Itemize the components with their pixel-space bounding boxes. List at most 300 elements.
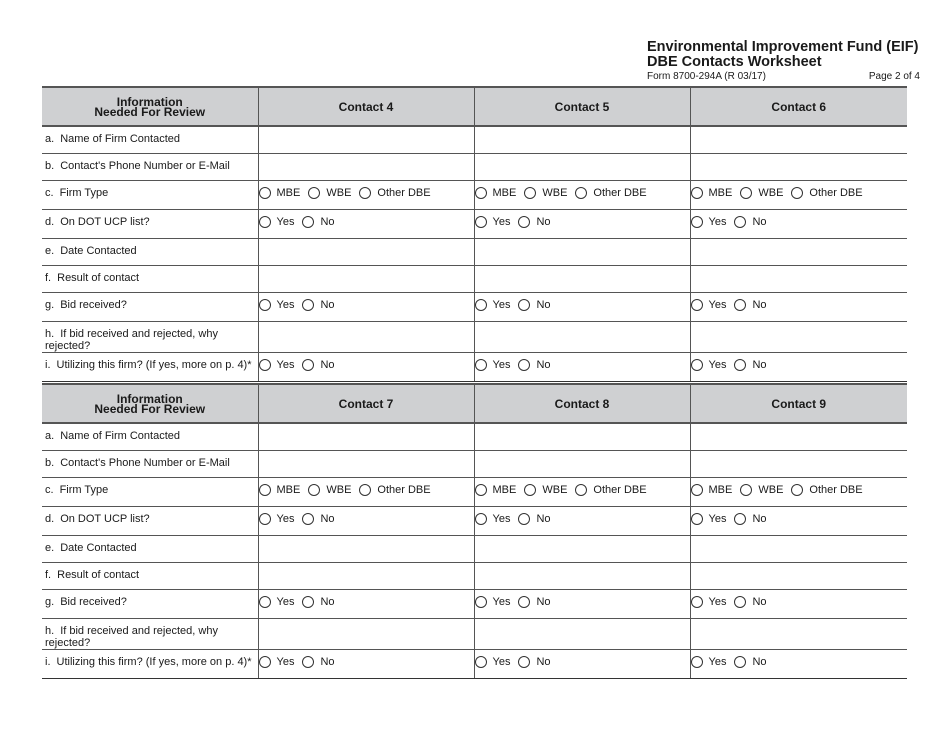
radio-option[interactable]: [518, 513, 550, 525]
radio-option[interactable]: [734, 513, 766, 525]
radio-label: Other DBE: [593, 187, 647, 199]
no-radio[interactable]: [734, 299, 746, 311]
row-label-text: Utilizing this firm? (If yes, more on p. 4)*: [56, 655, 252, 668]
row-label: [42, 450, 258, 477]
radio-label: WBE: [326, 187, 352, 199]
row-label-text: Contact's Phone Number or E-Mail: [60, 159, 230, 172]
radio-label: Yes: [276, 299, 295, 311]
radio-option[interactable]: [259, 596, 295, 608]
info-needed-header: [42, 87, 258, 126]
radio-option[interactable]: [302, 513, 334, 525]
entry-field[interactable]: [690, 450, 907, 477]
row-label: [42, 535, 258, 562]
radio-label: MBE: [276, 187, 301, 199]
table-row: [42, 292, 907, 321]
radio-option[interactable]: [475, 596, 511, 608]
other-dbe-radio[interactable]: [791, 187, 803, 199]
row-label-text: On DOT UCP list?: [60, 215, 150, 228]
radio-label: Yes: [492, 299, 511, 311]
table-row: [42, 265, 907, 292]
radio-label: Yes: [708, 596, 727, 608]
contact-column-header: Contact 4: [258, 87, 474, 126]
radio-option[interactable]: [259, 187, 301, 199]
table-row: [42, 618, 907, 649]
radio-label: No: [320, 216, 335, 228]
entry-field[interactable]: [690, 618, 907, 649]
form-subtitle: DBE Contacts Worksheet: [647, 54, 822, 70]
wbe-radio[interactable]: [308, 484, 320, 496]
radio-option[interactable]: [475, 656, 511, 668]
row-label-text: Date Contacted: [60, 541, 137, 554]
radio-option[interactable]: [740, 484, 783, 496]
row-letter: h.: [45, 327, 55, 340]
radio-label: Yes: [708, 216, 727, 228]
radio-label: No: [320, 656, 335, 668]
table-row: [42, 423, 907, 450]
radio-label: WBE: [542, 484, 568, 496]
yes-no-options: [258, 209, 474, 238]
radio-label: No: [320, 299, 335, 311]
yes-no-options: [690, 292, 907, 321]
radio-label: Yes: [492, 216, 511, 228]
row-label-text: Result of contact: [57, 271, 140, 284]
info-header-line-1: Information: [116, 391, 183, 406]
yes-radio[interactable]: [691, 216, 703, 228]
row-label: [42, 562, 258, 589]
firm-type-options: [258, 477, 474, 506]
row-letter: f.: [45, 568, 52, 581]
yes-radio[interactable]: [475, 299, 487, 311]
radio-label: No: [752, 299, 767, 311]
mbe-radio[interactable]: [475, 484, 487, 496]
table-row: [42, 535, 907, 562]
entry-field[interactable]: [258, 265, 474, 292]
yes-radio[interactable]: [259, 216, 271, 228]
entry-field[interactable]: [690, 562, 907, 589]
radio-label: MBE: [276, 484, 301, 496]
radio-option[interactable]: [302, 216, 334, 228]
radio-option[interactable]: [302, 656, 334, 668]
no-radio[interactable]: [518, 216, 530, 228]
yes-radio[interactable]: [691, 299, 703, 311]
yes-radio[interactable]: [475, 216, 487, 228]
row-letter: b.: [45, 456, 55, 469]
yes-no-options: [474, 589, 690, 618]
no-radio[interactable]: [302, 656, 314, 668]
yes-no-options: [474, 292, 690, 321]
row-label-text: If bid received and rejected, why rejected?: [45, 624, 218, 649]
yes-radio[interactable]: [691, 596, 703, 608]
yes-no-options: [258, 589, 474, 618]
entry-field[interactable]: [474, 618, 690, 649]
row-letter: i.: [45, 655, 51, 668]
contact-column-header: Contact 9: [690, 384, 907, 423]
radio-label: No: [536, 299, 551, 311]
entry-field[interactable]: [690, 423, 907, 450]
contact-column-header: Contact 7: [258, 384, 474, 423]
entry-field[interactable]: [690, 321, 907, 352]
radio-label: WBE: [542, 187, 568, 199]
wbe-radio[interactable]: [524, 187, 536, 199]
radio-label: MBE: [708, 484, 733, 496]
row-label: [42, 423, 258, 450]
entry-field[interactable]: [258, 450, 474, 477]
radio-option[interactable]: [734, 216, 766, 228]
yes-no-options: [690, 649, 907, 678]
radio-option[interactable]: [691, 596, 727, 608]
row-label: [42, 321, 258, 352]
radio-label: No: [536, 359, 551, 371]
radio-option[interactable]: [575, 484, 646, 496]
other-dbe-radio[interactable]: [575, 484, 587, 496]
radio-label: Other DBE: [377, 187, 431, 199]
row-letter: a.: [45, 430, 55, 442]
entry-field[interactable]: [474, 423, 690, 450]
radio-option[interactable]: [734, 359, 766, 371]
firm-type-options: [474, 180, 690, 209]
yes-no-options: [258, 649, 474, 678]
table-row: [42, 153, 907, 180]
table-row: [42, 180, 907, 209]
table-row: [42, 506, 907, 535]
row-letter: g.: [45, 595, 55, 608]
wbe-radio[interactable]: [740, 484, 752, 496]
entry-field[interactable]: [258, 153, 474, 180]
form-number: Form 8700-294A (R 03/17): [647, 71, 766, 82]
firm-type-options: [474, 477, 690, 506]
contacts-table-1: [42, 86, 907, 382]
no-radio[interactable]: [302, 359, 314, 371]
entry-field[interactable]: [690, 153, 907, 180]
radio-label: Yes: [276, 656, 295, 668]
entry-field[interactable]: [474, 321, 690, 352]
yes-radio[interactable]: [475, 596, 487, 608]
row-label-text: Contact's Phone Number or E-Mail: [60, 456, 230, 469]
row-label: [42, 506, 258, 535]
radio-label: Yes: [492, 656, 511, 668]
radio-option[interactable]: [475, 216, 511, 228]
contact-column-header: Contact 5: [474, 87, 690, 126]
radio-option[interactable]: [691, 484, 733, 496]
yes-no-options: [690, 209, 907, 238]
form-meta: [647, 70, 922, 83]
radio-option[interactable]: [691, 359, 727, 371]
radio-option[interactable]: [691, 299, 727, 311]
yes-no-options: [258, 292, 474, 321]
other-dbe-radio[interactable]: [575, 187, 587, 199]
no-radio[interactable]: [302, 299, 314, 311]
radio-option[interactable]: [259, 484, 301, 496]
radio-option[interactable]: [259, 359, 295, 371]
radio-option[interactable]: [734, 299, 766, 311]
radio-label: No: [320, 359, 335, 371]
no-radio[interactable]: [734, 513, 746, 525]
yes-radio[interactable]: [691, 656, 703, 668]
radio-label: MBE: [492, 187, 517, 199]
radio-label: MBE: [492, 484, 517, 496]
row-letter: a.: [45, 133, 55, 145]
entry-field[interactable]: [474, 535, 690, 562]
radio-label: Yes: [276, 513, 295, 525]
entry-field[interactable]: [474, 238, 690, 265]
mbe-radio[interactable]: [691, 484, 703, 496]
table-header-row: [42, 87, 907, 126]
info-needed-header: [42, 384, 258, 423]
radio-label: No: [752, 656, 767, 668]
row-letter: e.: [45, 541, 55, 554]
entry-field[interactable]: [258, 238, 474, 265]
yes-no-options: [690, 506, 907, 535]
info-header-line-2: Needed For Review: [94, 104, 206, 119]
entry-field[interactable]: [258, 126, 474, 153]
no-radio[interactable]: [302, 216, 314, 228]
row-label: [42, 265, 258, 292]
page-number: Page 2 of 4: [868, 71, 920, 82]
row-label: [42, 153, 258, 180]
no-radio[interactable]: [734, 359, 746, 371]
yes-radio[interactable]: [259, 596, 271, 608]
no-radio[interactable]: [734, 596, 746, 608]
radio-option[interactable]: [359, 187, 430, 199]
radio-label: WBE: [326, 484, 352, 496]
radio-label: No: [752, 216, 767, 228]
no-radio[interactable]: [302, 513, 314, 525]
row-label: [42, 209, 258, 238]
entry-field[interactable]: [258, 535, 474, 562]
info-header-line-2: Needed For Review: [94, 401, 206, 416]
row-letter: e.: [45, 244, 55, 257]
yes-radio[interactable]: [691, 513, 703, 525]
entry-field[interactable]: [258, 423, 474, 450]
radio-option[interactable]: [691, 216, 727, 228]
radio-label: No: [536, 513, 551, 525]
radio-option[interactable]: [791, 484, 862, 496]
other-dbe-radio[interactable]: [359, 484, 371, 496]
entry-field[interactable]: [474, 126, 690, 153]
radio-label: MBE: [708, 187, 733, 199]
table-row: [42, 477, 907, 506]
radio-option[interactable]: [518, 299, 550, 311]
entry-field[interactable]: [690, 238, 907, 265]
row-label: [42, 180, 258, 209]
entry-field[interactable]: [474, 153, 690, 180]
radio-label: Other DBE: [809, 484, 863, 496]
yes-no-options: [258, 506, 474, 535]
no-radio[interactable]: [734, 656, 746, 668]
row-label-text: Bid received?: [60, 298, 127, 311]
no-radio[interactable]: [518, 513, 530, 525]
radio-option[interactable]: [359, 484, 430, 496]
no-radio[interactable]: [302, 596, 314, 608]
yes-no-options: [474, 209, 690, 238]
radio-label: WBE: [758, 187, 784, 199]
entry-field[interactable]: [258, 618, 474, 649]
radio-option[interactable]: [302, 359, 334, 371]
no-radio[interactable]: [734, 216, 746, 228]
row-label: [42, 292, 258, 321]
yes-radio[interactable]: [259, 513, 271, 525]
radio-option[interactable]: [524, 187, 567, 199]
table-row: [42, 352, 907, 381]
radio-label: No: [536, 216, 551, 228]
table-header-row: [42, 384, 907, 423]
radio-option[interactable]: [259, 216, 295, 228]
info-header-line-1: Information: [116, 94, 183, 109]
radio-option[interactable]: [475, 359, 511, 371]
table-row: [42, 209, 907, 238]
yes-no-options: [690, 589, 907, 618]
table-row: [42, 562, 907, 589]
radio-option[interactable]: [308, 187, 351, 199]
table-row: [42, 126, 907, 153]
yes-radio[interactable]: [475, 513, 487, 525]
no-radio[interactable]: [518, 596, 530, 608]
radio-label: Yes: [492, 359, 511, 371]
yes-radio[interactable]: [475, 656, 487, 668]
yes-radio[interactable]: [259, 656, 271, 668]
radio-label: Yes: [492, 513, 511, 525]
radio-option[interactable]: [575, 187, 646, 199]
table-row: [42, 649, 907, 678]
yes-radio[interactable]: [691, 359, 703, 371]
radio-option[interactable]: [691, 656, 727, 668]
radio-label: Yes: [708, 656, 727, 668]
radio-label: No: [320, 596, 335, 608]
yes-radio[interactable]: [475, 359, 487, 371]
radio-option[interactable]: [518, 359, 550, 371]
radio-option[interactable]: [691, 187, 733, 199]
entry-field[interactable]: [258, 562, 474, 589]
row-letter: g.: [45, 298, 55, 311]
entry-field[interactable]: [474, 265, 690, 292]
wbe-radio[interactable]: [740, 187, 752, 199]
radio-option[interactable]: [475, 187, 517, 199]
row-label: [42, 589, 258, 618]
row-letter: h.: [45, 624, 55, 637]
other-dbe-radio[interactable]: [359, 187, 371, 199]
yes-no-options: [258, 352, 474, 381]
mbe-radio[interactable]: [475, 187, 487, 199]
radio-label: Yes: [492, 596, 511, 608]
radio-label: No: [752, 596, 767, 608]
form-header: [647, 40, 922, 83]
radio-option[interactable]: [691, 513, 727, 525]
row-letter: c.: [45, 483, 54, 496]
row-label-text: Date Contacted: [60, 244, 137, 257]
radio-option[interactable]: [259, 656, 295, 668]
yes-no-options: [474, 352, 690, 381]
table-row: [42, 238, 907, 265]
radio-option[interactable]: [791, 187, 862, 199]
row-label: [42, 238, 258, 265]
yes-radio[interactable]: [259, 299, 271, 311]
row-label: [42, 126, 258, 153]
entry-field[interactable]: [258, 321, 474, 352]
row-label: [42, 618, 258, 649]
radio-label: Yes: [708, 513, 727, 525]
row-letter: b.: [45, 159, 55, 172]
table-row: [42, 321, 907, 352]
row-letter: d.: [45, 215, 55, 228]
firm-type-options: [690, 477, 907, 506]
row-label-text: Name of Firm Contacted: [60, 133, 181, 145]
row-letter: f.: [45, 271, 52, 284]
form-title: Environmental Improvement Fund (EIF): [647, 39, 919, 55]
no-radio[interactable]: [518, 299, 530, 311]
row-label-text: Bid received?: [60, 595, 127, 608]
radio-option[interactable]: [518, 596, 550, 608]
row-label: [42, 649, 258, 678]
firm-type-options: [258, 180, 474, 209]
radio-label: No: [320, 513, 335, 525]
row-label-text: Firm Type: [59, 186, 109, 199]
yes-no-options: [474, 649, 690, 678]
no-radio[interactable]: [518, 656, 530, 668]
radio-option[interactable]: [259, 299, 295, 311]
radio-option[interactable]: [302, 596, 334, 608]
radio-option[interactable]: [475, 299, 511, 311]
wbe-radio[interactable]: [524, 484, 536, 496]
radio-option[interactable]: [734, 656, 766, 668]
radio-label: Yes: [708, 359, 727, 371]
entry-field[interactable]: [474, 450, 690, 477]
yes-no-options: [690, 352, 907, 381]
contact-column-header: Contact 6: [690, 87, 907, 126]
radio-option[interactable]: [740, 187, 783, 199]
radio-option[interactable]: [518, 216, 550, 228]
radio-label: No: [536, 596, 551, 608]
yes-radio[interactable]: [259, 359, 271, 371]
row-label-text: On DOT UCP list?: [60, 512, 150, 525]
radio-option[interactable]: [524, 484, 567, 496]
row-label: [42, 352, 258, 381]
radio-option[interactable]: [518, 656, 550, 668]
entry-field[interactable]: [474, 562, 690, 589]
radio-label: No: [752, 359, 767, 371]
radio-label: Other DBE: [377, 484, 431, 496]
radio-label: No: [536, 656, 551, 668]
radio-option[interactable]: [302, 299, 334, 311]
entry-field[interactable]: [690, 126, 907, 153]
radio-label: Yes: [276, 359, 295, 371]
wbe-radio[interactable]: [308, 187, 320, 199]
row-label-text: Name of Firm Contacted: [60, 430, 181, 442]
entry-field[interactable]: [690, 265, 907, 292]
radio-option[interactable]: [308, 484, 351, 496]
yes-no-options: [474, 506, 690, 535]
table-row: [42, 589, 907, 618]
radio-label: WBE: [758, 484, 784, 496]
radio-option[interactable]: [734, 596, 766, 608]
radio-option[interactable]: [475, 513, 511, 525]
row-label-text: Utilizing this firm? (If yes, more on p. 4)*: [56, 358, 252, 371]
row-label: [42, 477, 258, 506]
radio-label: No: [752, 513, 767, 525]
contact-column-header: Contact 8: [474, 384, 690, 423]
other-dbe-radio[interactable]: [791, 484, 803, 496]
mbe-radio[interactable]: [259, 187, 271, 199]
no-radio[interactable]: [518, 359, 530, 371]
mbe-radio[interactable]: [691, 187, 703, 199]
firm-type-options: [690, 180, 907, 209]
radio-option[interactable]: [259, 513, 295, 525]
row-label-text: If bid received and rejected, why rejected?: [45, 327, 218, 352]
radio-label: Yes: [276, 596, 295, 608]
entry-field[interactable]: [690, 535, 907, 562]
radio-label: Other DBE: [593, 484, 647, 496]
mbe-radio[interactable]: [259, 484, 271, 496]
radio-option[interactable]: [475, 484, 517, 496]
